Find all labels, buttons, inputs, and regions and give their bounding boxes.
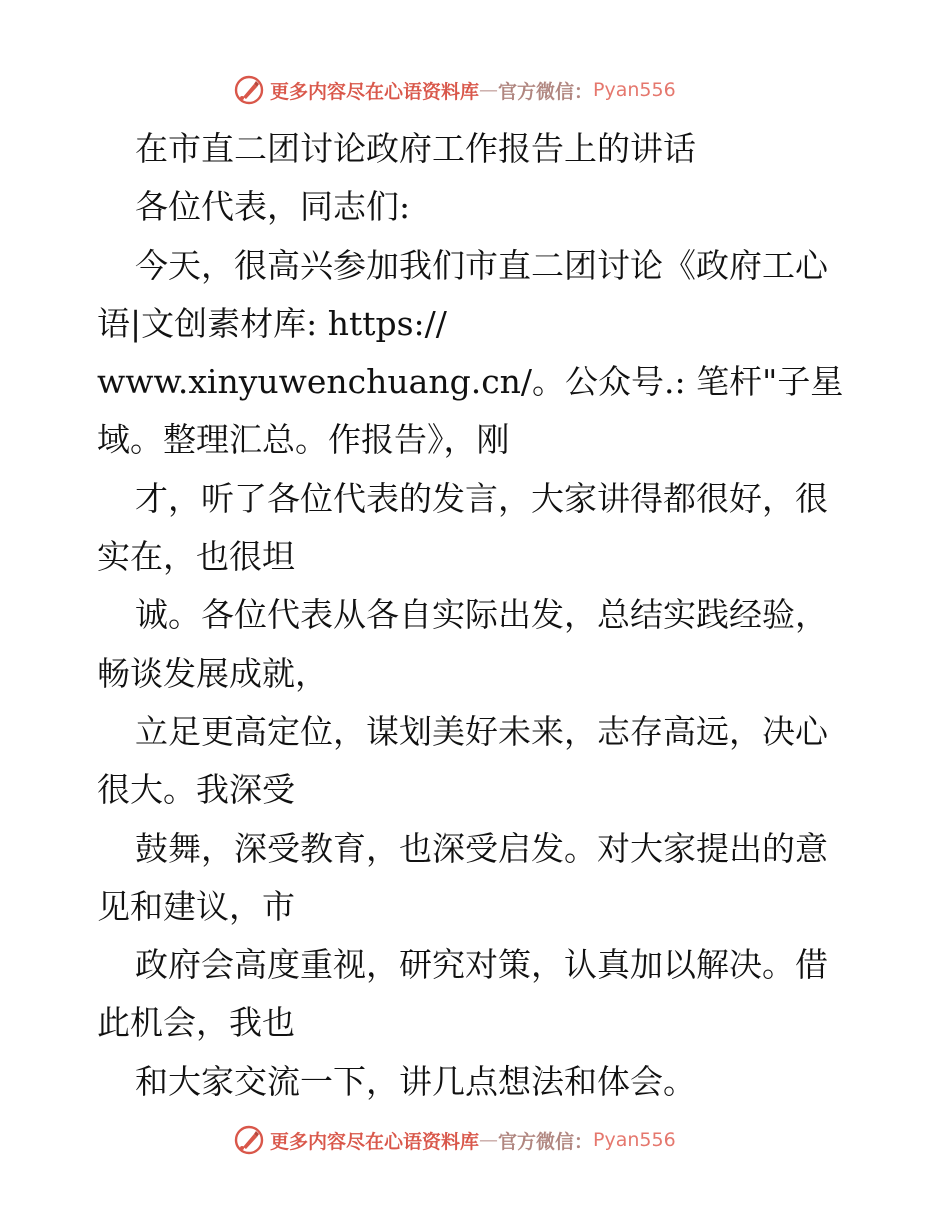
body-line: 域。整理汇总。作报告》，刚	[97, 420, 510, 460]
body-line: 和大家交流一下，讲几点想法和体会。	[135, 1061, 696, 1101]
body-line: 诚。各位代表从各自实际出发，总结实践经验，	[135, 595, 828, 635]
body-line: www.xinyuwenchuang.cn/。公众号.: 笔杆"子星	[97, 362, 844, 402]
footer-banner-dash: —	[479, 1129, 499, 1151]
header-wechat-id: Pyan556	[593, 79, 676, 101]
body-line: 才，听了各位代表的发言，大家讲得都很好，很	[135, 478, 828, 518]
body-line: 畅谈发展成就，	[97, 653, 328, 693]
header-banner	[234, 72, 676, 108]
body-line: 语|文创素材库: https://	[97, 303, 447, 343]
document-title: 在市直二团讨论政府工作报告上的讲话	[135, 129, 696, 168]
body-line: 今天，很高兴参加我们市直二团讨论《政府工心	[135, 245, 828, 285]
body-line: 立足更高定位，谋划美好未来，志存高远，决心	[135, 711, 828, 751]
header-banner-dash: —	[479, 79, 499, 101]
body-line: 很大。我深受	[97, 770, 295, 810]
body-line: 政府会高度重视，研究对策，认真加以解决。借	[135, 945, 828, 985]
document-body	[97, 120, 857, 1111]
pen-nib-logo-icon	[234, 75, 264, 105]
body-line: 实在，也很坦	[97, 537, 295, 577]
body-line: 此机会，我也	[97, 1003, 295, 1043]
footer-banner-contact: 官方微信：	[498, 1130, 594, 1153]
header-banner-text: 更多内容尽在心语资料库	[270, 80, 480, 103]
document-salutation: 各位代表，同志们:	[135, 187, 411, 227]
header-banner-contact: 官方微信：	[498, 80, 594, 103]
pen-nib-logo-icon	[234, 1125, 264, 1155]
footer-wechat-id: Pyan556	[593, 1129, 676, 1151]
footer-banner-text: 更多内容尽在心语资料库	[270, 1130, 480, 1153]
body-line: 见和建议，市	[97, 886, 295, 926]
body-line: 鼓舞，深受教育，也深受启发。对大家提出的意	[135, 828, 828, 868]
footer-banner	[234, 1122, 676, 1158]
